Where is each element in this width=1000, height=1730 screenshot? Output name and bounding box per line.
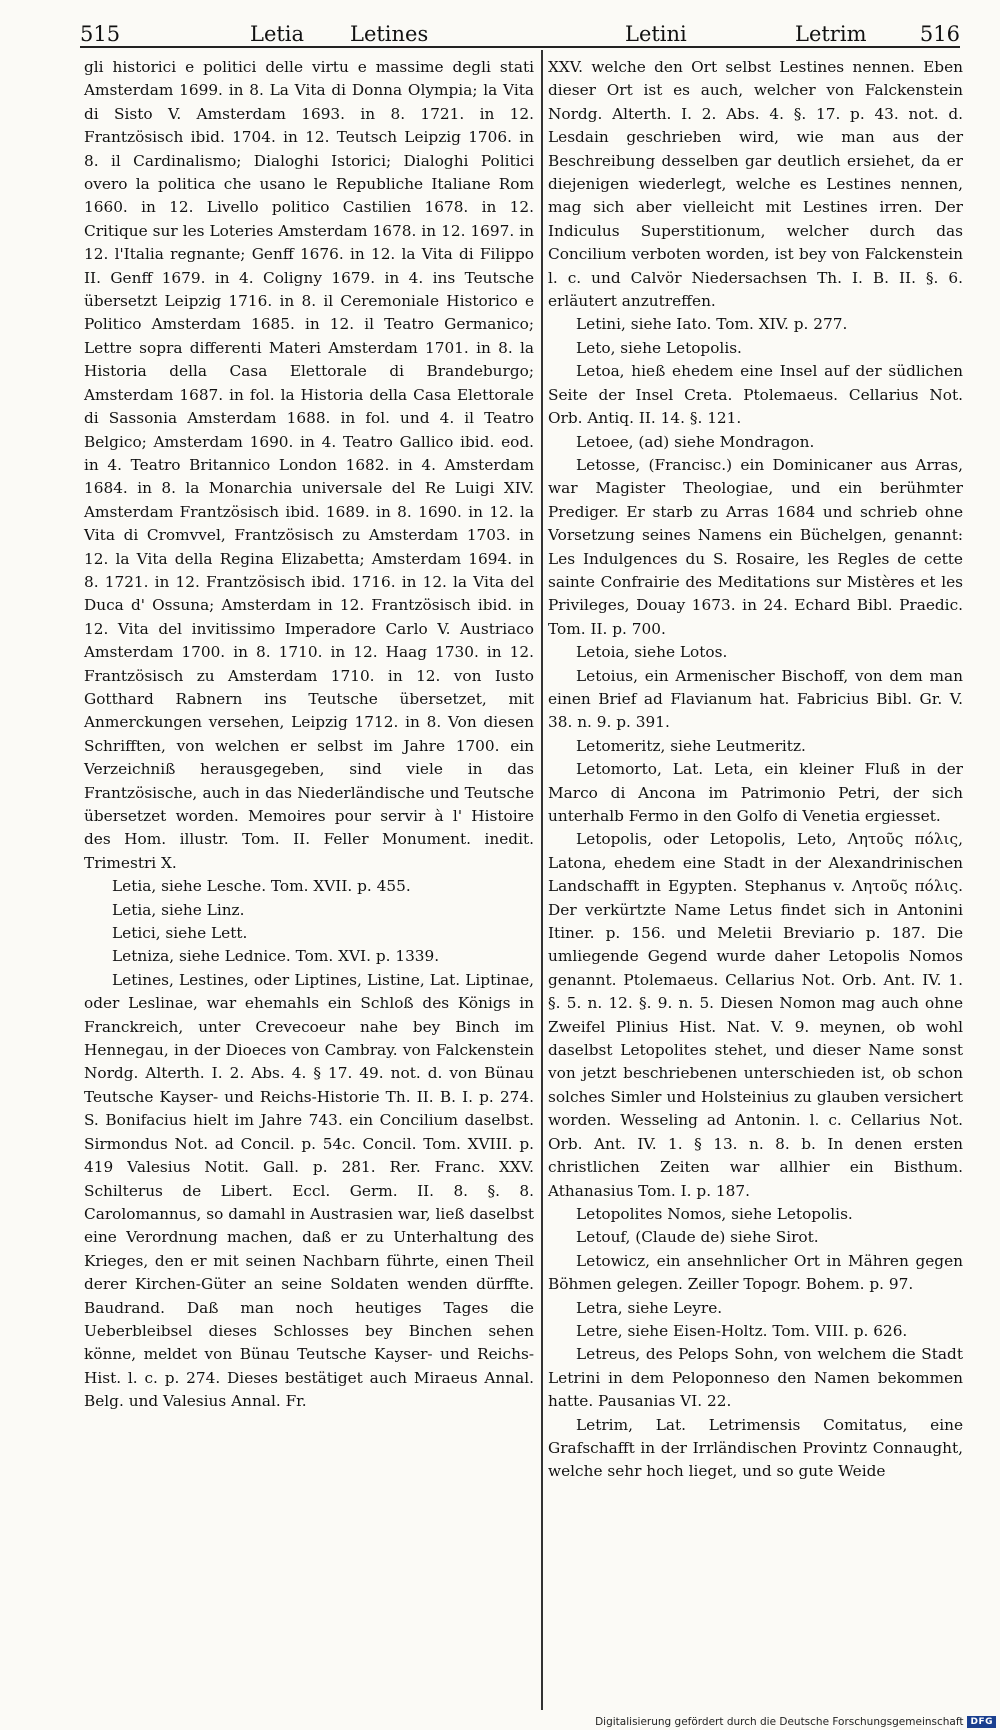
page-header [80,18,960,54]
running-head-right-1: Letini [625,22,687,46]
entry-paragraph: gli historici e politici delle virtu e massime degli stati Amsterdam 1699. in 8. La Vita di Donna Olympia; la Vita di Sisto V. Amsterdam 1693. in 8. 1721. in 12. Frantzösisch ibid. 1704. in 12. Teutsch Leipzig 1706. in 8. il Cardinalismo; Dialoghi Istorici; Dialoghi Politici overo la politica che usano le Republiche Italiane Rom 1660. in 12. Livello politico Castilien 1678. in 12. Critique sur les Loteries Amsterdam 1678. in 12. 1697. in 12. l'Italia regnante; Genff 1676. in 12. la Vita di Filippo II. Genff 1679. in 4. Coligny 1679. in 4. ins Teutsche übersetzt Leipzig 1716. in 8. il Ceremoniale Historico e Politico Amsterdam 1685. in 12. il Teatro Germanico; Lettre sopra differenti Materi Amsterdam 1701. in 8. la Historia della Casa Elettorale di Brandeburgo; Amsterdam 1687. in fol. la Historia della Casa Elettorale di Sassonia Amsterdam 1688. in fol. und 4. il Teatro Belgico; Amsterdam 1690. in 4. Teatro Gallico ibid. eod. in 4. Teatro Britannico London 1682. in 4. Amsterdam 1684. in 8. la Monarchia universale del Re Luigi XIV. Amsterdam Frantzösisch ibid. 1689. in 8. 1690. in 12. la Vita di Cromvvel, Frantzösisch zu Amsterdam 1703. in 12. la Vita della Regina Elizabetta; Amsterdam 1694. in 8. 1721. in 12. Frantzösisch ibid. 1716. in 12. la Vita del Duca d' Ossuna; Amsterdam in 12. Frantzösisch ibid. in 12. Vita del invitissimo Imperadore Carlo V. Austriaco Amsterdam 1700. in 8. 1710. in 12. Haag 1730. in 12. Frantzösisch zu Amsterdam 1710. in 12. von Iusto Gotthard Rabnern ins Teutsche übersetzet, mit Anmerckungen versehen, Leipzig 1712. in 8. Von diesen Schrifften, von welchen er selbst im Jahre 1700. ein Verzeichniß herausgegeben, sind viele in das Frantzösische, auch in das Niederländische und Teutsche übersetzet worden. Memoires pour servir à l' Histoire des Hom. illustr. Tom. II. Feller Monument. inedit. Trimestri X. [84,58,534,872]
right-column [548,56,963,1484]
entry-paragraph: XXV. welche den Ort selbst Lestines nennen. Eben dieser Ort ist es auch, welcher von Falckenstein Nordg. Alterth. I. 2. Abs. 4. §. 17. p. 43. not. d. Lesdain geschrieben wird, wie man aus der Beschreibung desselben gar deutlich ersiehet, da er diejenigen wiederlegt, welche es Lestines nennen, mag sich aber vielleicht mit Lestines irren. Der Indiculus Superstitionum, welcher durch das Concilium verboten worden, ist bey von Falckenstein l. c. und Calvör Niedersachsen Th. I. B. II. §. 6. erläutert anzutreffen. [548,58,963,311]
left-column [84,56,534,1414]
footer-text: Digitalisierung gefördert durch die Deutsche Forschungsgemeinschaft [595,1716,964,1728]
entry-paragraph: Letomorto, Lat. Leta, ein kleiner Fluß in der Marco di Ancona im Patrimonio Petri, der sich unterhalb Fermo in den Golfo di Venetia ergiesset. [548,760,963,825]
entry-paragraph: Letoius, ein Armenischer Bischoff, von dem man einen Brief ad Flavianum hat. Fabricius Bibl. Gr. V. 38. n. 9. p. 391. [548,666,963,732]
entry-paragraph: Letopolites Nomos, siehe Letopolis. [576,1204,853,1223]
entry-paragraph: Letrim, Lat. Letrimensis Comitatus, eine Grafschafft in der Irrländischen Provintz Connaught, welche sehr hoch lieget, und so gute Weide [548,1415,963,1481]
entry-paragraph: Letreus, des Pelops Sohn, von welchem die Stadt Letrini in dem Peloponneso den Namen bekommen hatte. Pausanias VI. 22. [548,1345,963,1411]
entry-paragraph: Letines, Lestines, oder Liptines, Listine, Lat. Liptinae, oder Leslinae, war ehemahls ein Schloß des Königs in Franckreich, unter Crevecoeur nahe bey Binch im Hennegau, in der Dioeces von Cambray. von Falckenstein Nordg. Alterth. I. 2. Abs. 4. § 17. 49. not. d. von Bünau Teutsche Kayser- und Reichs-Historie Th. II. B. I. p. 274. S. Bonifacius hielt im Jahre 743. ein Concilium daselbst. Sirmondus Not. ad Concil. p. 54c. Concil. Tom. XVIII. p. 419 Valesius Notit. Gall. p. 281. Rer. Franc. XXV. Schilterus de Libert. Eccl. Germ. II. 8. §. 8. Carolomannus, so damahl in Austrasien war, ließ daselbst eine Verordnung machen, daß er zu Unterhaltung des Krieges, den er mit seinen Nachbarn führte, einen Theil derer Kirchen-Güter an seine Soldaten wenden dürffte. Baudrand. Daß man noch heutiges Tages die Ueberbleibsel dieses Schlosses bey Binchen sehen könne, meldet von Bünau Teutsche Kayser- und Reichs-Hist. l. c. p. 274. Dieses bestätiget auch Miraeus Annal. Belg. und Valesius Annal. Fr. [84,970,534,1411]
entry-paragraph: Letia, siehe Linz. [112,900,245,919]
digitization-footer [595,1716,996,1728]
column-divider [541,50,543,1710]
dfg-logo-icon: DFG [967,1716,996,1728]
running-head-left-2: Letines [350,22,429,46]
running-head-left-1: Letia [250,22,305,46]
entry-paragraph: Letoee, (ad) siehe Mondragon. [576,432,815,451]
page-number-right: 516 [919,22,960,46]
entry-paragraph: Letosse, (Francisc.) ein Dominicaner aus Arras, war Magister Theologiae, und ein berühmter Prediger. Er starb zu Arras 1684 und schrieb ohne Vorsetzung seines Namens ein Büchelgen, genannt: Les Indulgences du S. Rosaire, les Regles de cette sainte Confrairie des Meditations sur Mistères et les Privileges, Douay 1673. in 24. Echard Bibl. Praedic. Tom. II. p. 700. [548,455,963,638]
entry-paragraph: Letre, siehe Eisen-Holtz. Tom. VIII. p. 626. [576,1321,908,1340]
header-rule [80,46,960,48]
entry-paragraph: Letopolis, oder Letopolis, Leto, Λητοῦς πόλις, Latona, ehedem eine Stadt in der Alexandrinischen Landschafft in Egypten. Stephanus v. Λητοῦς πόλις. Der verkürtzte Name Letus findet sich in Antonini Itiner. p. 156. und Meletii Breviario p. 187. Die umliegende Gegend wurde daher Letopolis Nomos genannt. Ptolemaeus. Cellarius Not. Orb. Ant. IV. 1. §. 5. n. 12. §. 9. n. 5. Diesen Nomon mag auch ohne Zweifel Plinius Hist. Nat. V. 9. meynen, ob wohl daselbst Letopolites stehet, und dieser Name sonst von jetzt beschriebenen unterschieden ist, ob schon solches Simler und Holsteinius zu glauben versichert worden. Wesseling ad Antonin. l. c. Cellarius Not. Orb. Ant. IV. 1. § 13. n. 8. b. In denen ersten christlichen Zeiten war allhier ein Bisthum. Athanasius Tom. I. p. 187. [548,830,963,1200]
entry-paragraph: Letici, siehe Lett. [112,924,248,943]
entry-paragraph: Letoia, siehe Lotos. [576,643,728,662]
entry-paragraph: Letouf, (Claude de) siehe Sirot. [576,1228,819,1247]
entry-paragraph: Letia, siehe Lesche. Tom. XVII. p. 455. [112,877,411,896]
running-head-right-2: Letrim [795,22,867,46]
entry-paragraph: Letowicz, ein ansehnlicher Ort in Mähren gegen Böhmen gelegen. Zeiller Topogr. Bohem. p. 97. [548,1251,963,1294]
entry-paragraph: Letra, siehe Leyre. [576,1298,723,1317]
entry-paragraph: Letini, siehe Iato. Tom. XIV. p. 277. [576,315,848,334]
entry-paragraph: Letomeritz, siehe Leutmeritz. [576,736,806,755]
entry-paragraph: Leto, siehe Letopolis. [576,338,742,357]
page-number-left: 515 [80,22,121,46]
entry-paragraph: Letoa, hieß ehedem eine Insel auf der südlichen Seite der Insel Creta. Ptolemaeus. Cellarius Not. Orb. Antiq. II. 14. §. 121. [548,362,963,428]
entry-paragraph: Letniza, siehe Lednice. Tom. XVI. p. 1339. [112,947,440,966]
